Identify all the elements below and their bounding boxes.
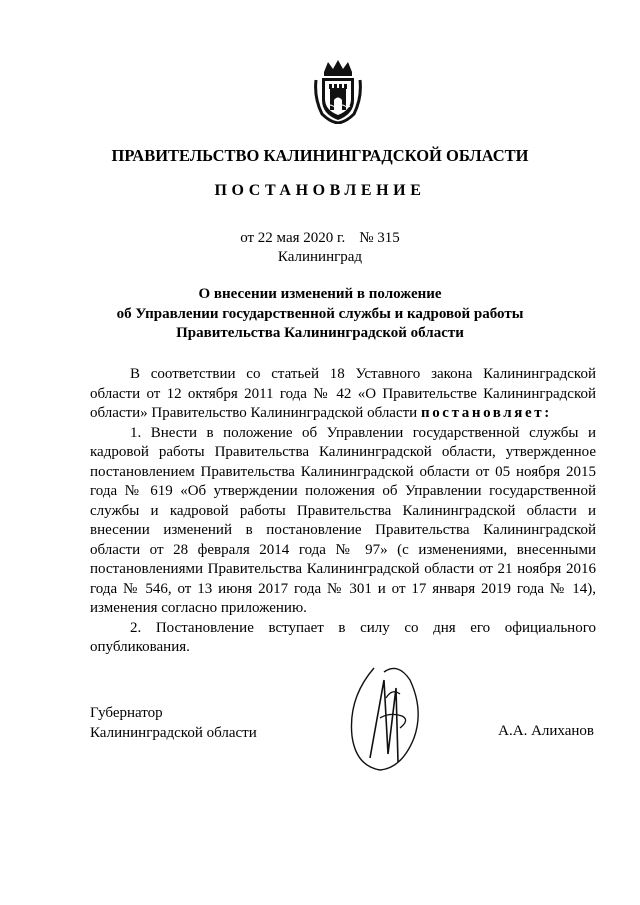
document-type: ПОСТАНОВЛЕНИЕ [214, 182, 426, 199]
signatory-title-line: Губернатор [90, 705, 163, 721]
date-line [0, 230, 640, 247]
resolves-word: постановляет: [420, 405, 552, 421]
item-paragraph: 2. Постановление вступает в силу со дня его официального опубликования. [90, 619, 596, 655]
document-date: от 22 мая 2020 г. [240, 230, 346, 246]
signatory-title-line: Калининградской области [90, 724, 257, 741]
item-paragraph: 1. Внести в положение об Управлении государственной службы и кадровой работы Правительства Калининградской области, утвержденное постановлением Правительства Калининградской области от 05 ноября 2015 года № 619 «Об утверждении положения об Управлении государственной службы и кадровой работы Правительства Калининградской области и внесении изменений в постановление Правительства Калининградской области от 28 февраля 2014 года № 97» (с изменениями, внесенными постановлениями Правительства Калининградской области от 21 ноября 2016 года № 546, от 13 июня 2017 года № 301 и от 17 января 2019 года № 14), изменения согласно приложению. [90, 424, 596, 616]
preamble-paragraph [90, 365, 596, 424]
document-subject [0, 285, 640, 344]
document-body [90, 365, 596, 658]
subject-line: О внесении изменений в положение [198, 286, 442, 302]
signatory-title [90, 704, 257, 743]
organization-title: ПРАВИТЕЛЬСТВО КАЛИНИНГРАДСКОЙ ОБЛАСТИ [111, 146, 529, 165]
handwritten-signature-icon [340, 658, 436, 776]
document-city: Калининград [277, 249, 363, 265]
subject-line: об Управлении государственной службы и кадровой работы [116, 305, 524, 322]
document-number: № 315 [359, 230, 400, 246]
subject-line: Правительства Калининградской области [176, 325, 464, 341]
signatory-name: А.А. Алиханов [498, 723, 594, 739]
kaliningrad-coat-of-arms-icon [312, 58, 364, 124]
preamble-text: В соответствии со статьей 18 Уставного закона Калининградской области от 12 октября 2011 года № 42 «О Правительстве Калининградской области» Правительство Калининградской области [90, 366, 596, 421]
